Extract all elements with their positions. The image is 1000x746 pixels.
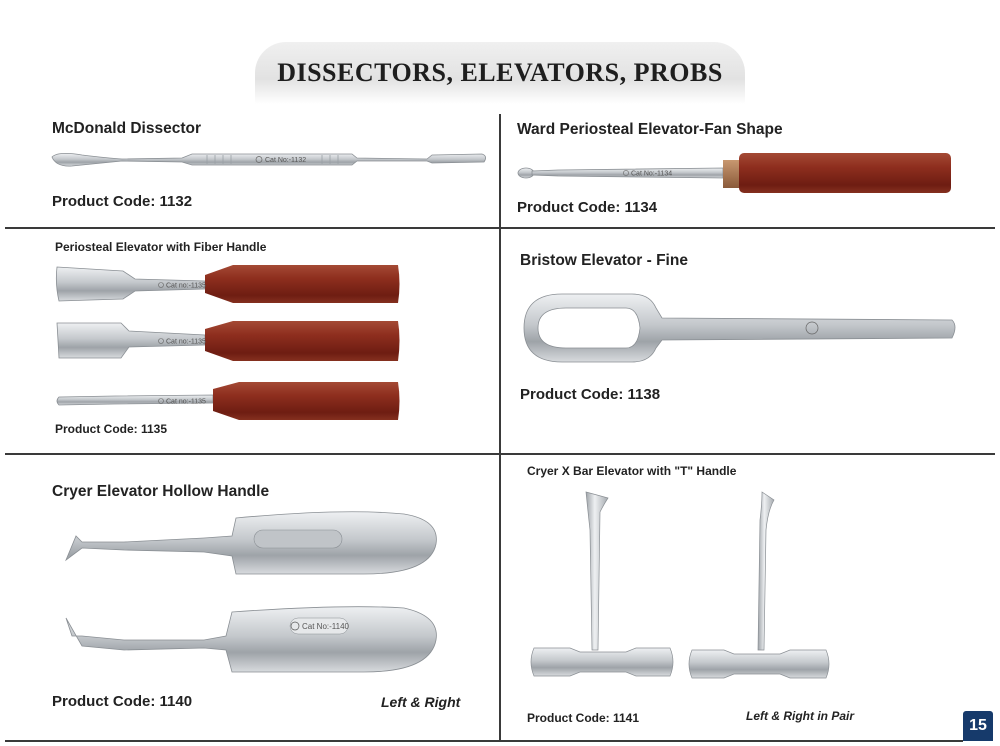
product-code-1132: Product Code: 1132 xyxy=(52,193,193,210)
column-divider xyxy=(499,114,501,454)
product-name-cryer-hollow: Cryer Elevator Hollow Handle xyxy=(52,483,270,500)
ward-marking: Cat No:-1134 xyxy=(631,170,673,178)
product-code-1134: Product Code: 1134 xyxy=(517,199,658,216)
cryer-t-elevator-image xyxy=(530,490,832,686)
bristow-elevator-image xyxy=(522,290,958,366)
product-name-bristow: Bristow Elevator - Fine xyxy=(520,252,688,269)
periosteal-marking-2: Cat no:-1135 xyxy=(166,338,206,346)
cryer-t-note: Left & Right in Pair xyxy=(746,709,854,723)
product-code-1141: Product Code: 1141 xyxy=(527,711,640,725)
row-divider-1 xyxy=(5,227,995,229)
periosteal-marking-3: Cat no:-1135 xyxy=(166,398,206,406)
product-code-1135: Product Code: 1135 xyxy=(55,422,168,436)
cryer-hollow-marking: Cat No:-1140 xyxy=(302,622,349,631)
periosteal-elevator-image xyxy=(55,263,401,421)
column-divider-lower xyxy=(499,455,501,740)
page-number-badge: 15 xyxy=(963,711,993,741)
product-name-ward: Ward Periosteal Elevator-Fan Shape xyxy=(517,121,783,138)
product-name-mcdonald: McDonald Dissector xyxy=(52,120,202,137)
product-name-cryer-t: Cryer X Bar Elevator with "T" Handle xyxy=(527,464,737,478)
periosteal-marking-1: Cat no:-1135 xyxy=(166,282,206,290)
product-name-periosteal: Periosteal Elevator with Fiber Handle xyxy=(55,240,267,254)
row-divider-2 xyxy=(5,453,995,455)
mcdonald-dissector-image xyxy=(52,146,488,174)
row-divider-3 xyxy=(5,740,963,742)
cryer-hollow-elevator-image xyxy=(64,512,442,682)
page-title: DISSECTORS, ELEVATORS, PROBS xyxy=(277,58,723,87)
mcdonald-marking: Cat No:-1132 xyxy=(265,157,307,164)
cryer-hollow-note: Left & Right xyxy=(381,694,461,710)
product-code-1140: Product Code: 1140 xyxy=(52,693,193,710)
ward-elevator-image xyxy=(518,152,952,194)
product-code-1138: Product Code: 1138 xyxy=(520,386,661,403)
